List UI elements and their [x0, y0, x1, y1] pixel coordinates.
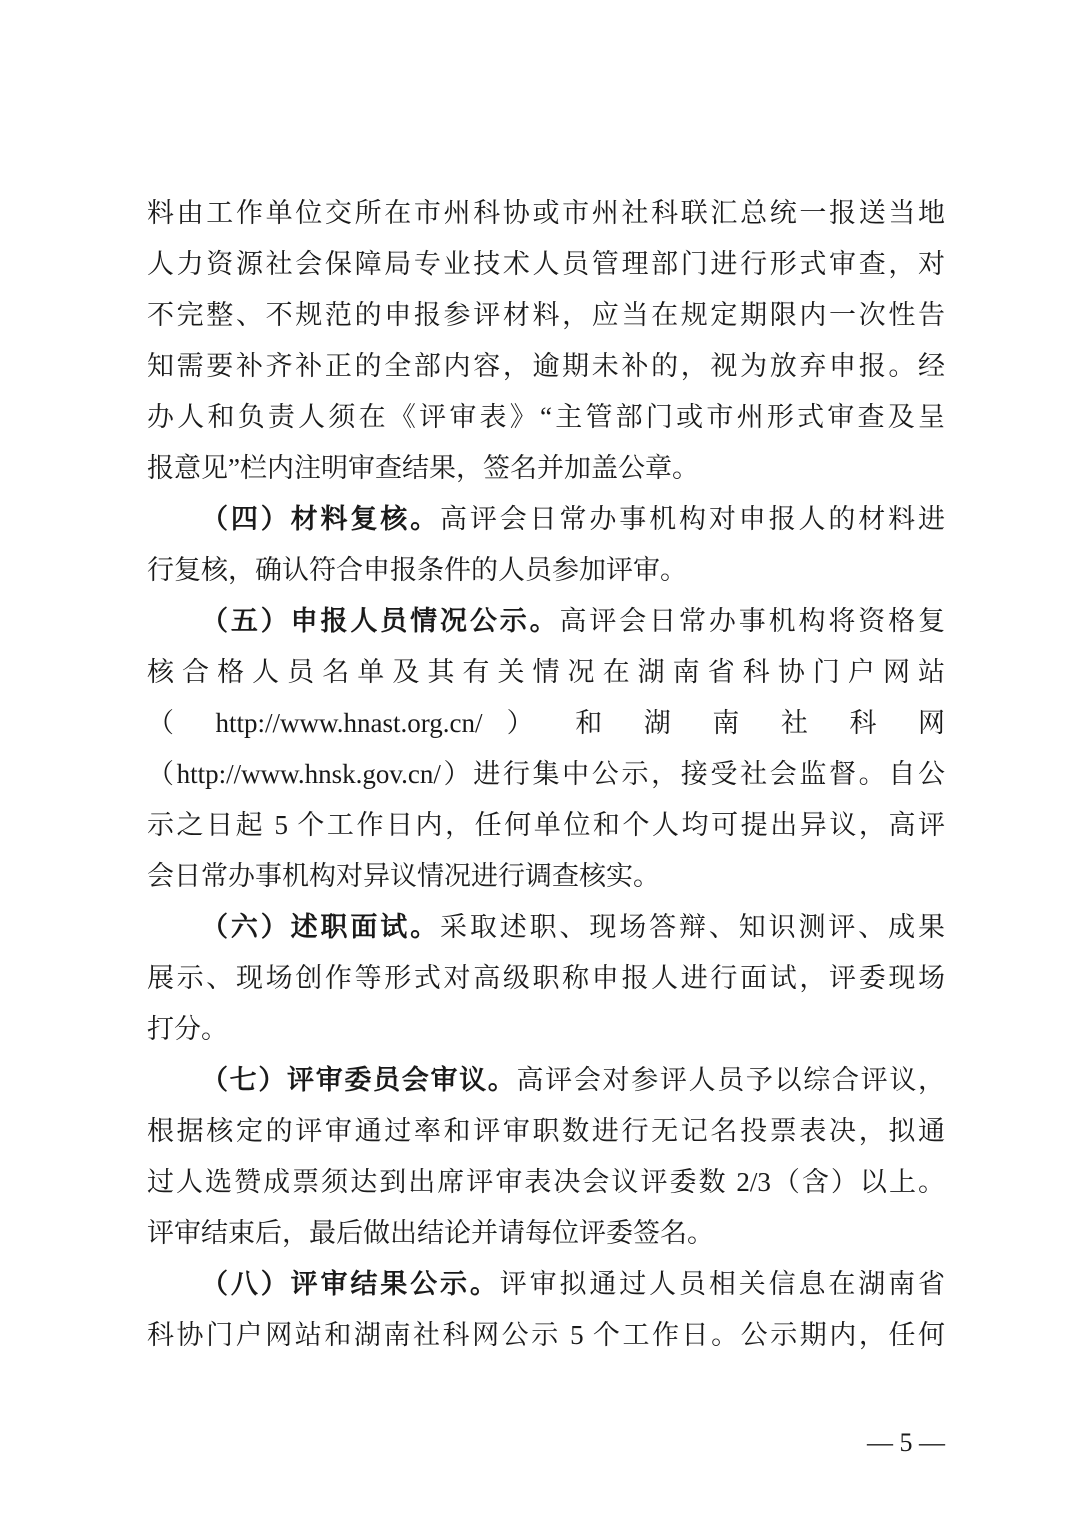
paragraph-first-line	[147, 494, 945, 545]
text-span: 高评会对参评人员予以综合评议，	[516, 1065, 945, 1095]
text-line: 不完整、不规范的申报参评材料，应当在规定期限内一次性告	[147, 300, 945, 330]
text-line: 报意见”栏内注明审查结果，签名并加盖公章。	[147, 453, 699, 483]
text-span: 采取述职、现场答辩、知识测评、成果	[440, 912, 945, 942]
text-line: 人力资源社会保障局专业技术人员管理部门进行形式审查，对	[147, 249, 945, 279]
text-line: 料由工作单位交所在市州科协或市州社科联汇总统一报送当地	[147, 198, 945, 228]
text-line: 会日常办事机构对异议情况进行调查核实。	[147, 861, 660, 891]
text-line: （http://www.hnsk.gov.cn/）进行集中公示，接受社会监督。自公	[147, 759, 945, 789]
text-line: 办人和负责人须在《评审表》“主管部门或市州形式审查及呈	[147, 402, 945, 432]
text-line: 评审结束后，最后做出结论并请每位评委签名。	[147, 1218, 714, 1248]
text-line: 示之日起 5 个工作日内，任何单位和个人均可提出异议，高评	[147, 810, 945, 840]
text-span: 评审拟通过人员相关信息在湖南省	[499, 1269, 945, 1299]
paragraph-first-line	[147, 902, 945, 953]
text-line: 打分。	[147, 1014, 228, 1044]
section-heading: （八）评审结果公示。	[201, 1269, 500, 1299]
text-line: 核合格人员名单及其有关情况在湖南省科协门户网站	[147, 657, 945, 687]
section-heading: （四）材料复核。	[201, 504, 440, 534]
section-heading: （五）申报人员情况公示。	[201, 606, 560, 636]
text-line: （ http://www.hnast.org.cn/ ） 和 湖 南 社 科 网	[147, 708, 945, 738]
text-line: 根据核定的评审通过率和评审职数进行无记名投票表决，拟通	[147, 1116, 945, 1146]
text-span: 高评会日常办事机构将资格复	[559, 606, 945, 636]
text-line: 知需要补齐补正的全部内容，逾期未补的，视为放弃申报。经	[147, 351, 945, 381]
paragraph-first-line	[147, 1055, 945, 1106]
paragraph-first-line	[147, 1259, 945, 1310]
text-span: 高评会日常办事机构对申报人的材料进	[440, 504, 945, 534]
text-line: 展示、现场创作等形式对高级职称申报人进行面试，评委现场	[147, 963, 945, 993]
section-heading: （七）评审委员会审议。	[201, 1065, 517, 1095]
text-line: 科协门户网站和湖南社科网公示 5 个工作日。公示期内，任何	[147, 1320, 945, 1350]
page-number: — 5 —	[867, 1428, 945, 1457]
text-line: 行复核，确认符合申报条件的人员参加评审。	[147, 555, 687, 585]
document-body	[147, 188, 945, 1361]
section-heading: （六）述职面试。	[201, 912, 440, 942]
text-line: 过人选赞成票须达到出席评审表决会议评委数 2/3（含）以上。	[147, 1167, 945, 1197]
paragraph-first-line	[147, 596, 945, 647]
